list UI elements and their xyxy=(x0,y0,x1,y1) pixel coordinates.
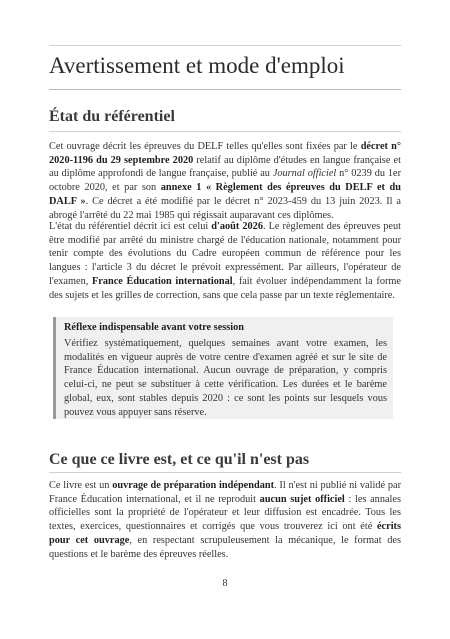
callout-body: Vérifiez systématiquement, quelques semaines avant votre examen, les modalités en vigueur auprès de votre centre d'examen agréé et sur le site de France Éducation international. Aucun ouvrage de préparation, y compris celui-ci, ne peut se substituer à cette vérification. Les durées et le barème global, eux, sont stables depuis 2020 : ce sont les points sur lesquels vous pouvez vous appuyer sans réserve. xyxy=(64,338,387,418)
text-run: n° 0239 du 1er octobre 2020, et par son xyxy=(49,168,402,194)
bold-text-run: aucun sujet officiel xyxy=(259,493,345,505)
text-run: . Le règlement des épreuves peut être modifié par arrêté du ministre chargé de l'éducation nationale, notamment pour tenir compte des évolutions du Cadre européen commun de référence pour les langues : l'article 3 du décret le prévoit expressément. Par ailleurs, l'opérateur de l'examen, xyxy=(49,221,401,287)
section-rule-referentiel xyxy=(49,131,401,132)
bold-text-run: d'août 2026 xyxy=(211,221,263,232)
text-run: relatif au diplôme d'études en langue française et au diplôme approfondi de langue française, publié au xyxy=(49,154,401,180)
text-run: . Ce décret a été modifié par le décret n° 2023-459 du 13 juin 2023. Il a abrogé l'arrêté du 22 mai 1985 qui régissait auparavant ces diplômes. xyxy=(49,195,401,221)
text-run: L'état du référentiel décrit ici est celui xyxy=(49,221,212,232)
text-run: Ce livre est un xyxy=(49,480,113,491)
chapter-title: Avertissement et mode d'emploi xyxy=(49,53,345,78)
paragraph-livre-1 xyxy=(49,479,401,561)
paragraph-referentiel-1 xyxy=(49,140,401,222)
bold-text-run: ouvrage de préparation indépendant xyxy=(112,480,275,491)
section-title-referentiel: État du référentiel xyxy=(49,108,175,125)
callout-title: Réflexe indispensable avant votre session xyxy=(64,322,245,333)
text-run: Cet ouvrage décrit les épreuves du DELF telles qu'elles sont fixées par le xyxy=(49,141,361,152)
chapter-title-rule xyxy=(49,89,401,90)
bold-text-run: France Éducation international xyxy=(91,275,233,287)
italic-text-run: Journal officiel xyxy=(272,168,337,180)
section-title-livre: Ce que ce livre est, et ce qu'il n'est pas xyxy=(49,451,310,468)
bold-text-run: annexe 1 « Règlement des épreuves du DELF et du DALF » xyxy=(49,182,401,207)
text-run: , fait évoluer indépendamment la forme des sujets et les grilles de correction, sans que cela passe par un texte réglementaire. xyxy=(49,275,401,301)
page-number: 8 xyxy=(222,578,228,589)
bold-text-run: écrits pour cet ouvrage xyxy=(49,521,401,546)
top-rule xyxy=(49,45,401,46)
text-run: . Il n'est ni publié ni validé par France Éducation international, et il ne reproduit xyxy=(49,480,402,505)
text-run: , en respectant scrupuleusement la mécanique, le format des questions et le barème des épreuves réelles. xyxy=(49,534,401,560)
paragraph-referentiel-2 xyxy=(49,220,401,302)
bold-text-run: décret n° 2020-1196 du 29 septembre 2020 xyxy=(49,141,401,166)
section-rule-livre xyxy=(49,472,401,473)
text-run: : les annales officielles sont la propriété de l'opérateur et leur diffusion est encadrée. Tous les textes, exercices, questionnaires et corrigés que vous trouverez ici ont été xyxy=(49,493,401,533)
callout-box xyxy=(53,317,393,419)
